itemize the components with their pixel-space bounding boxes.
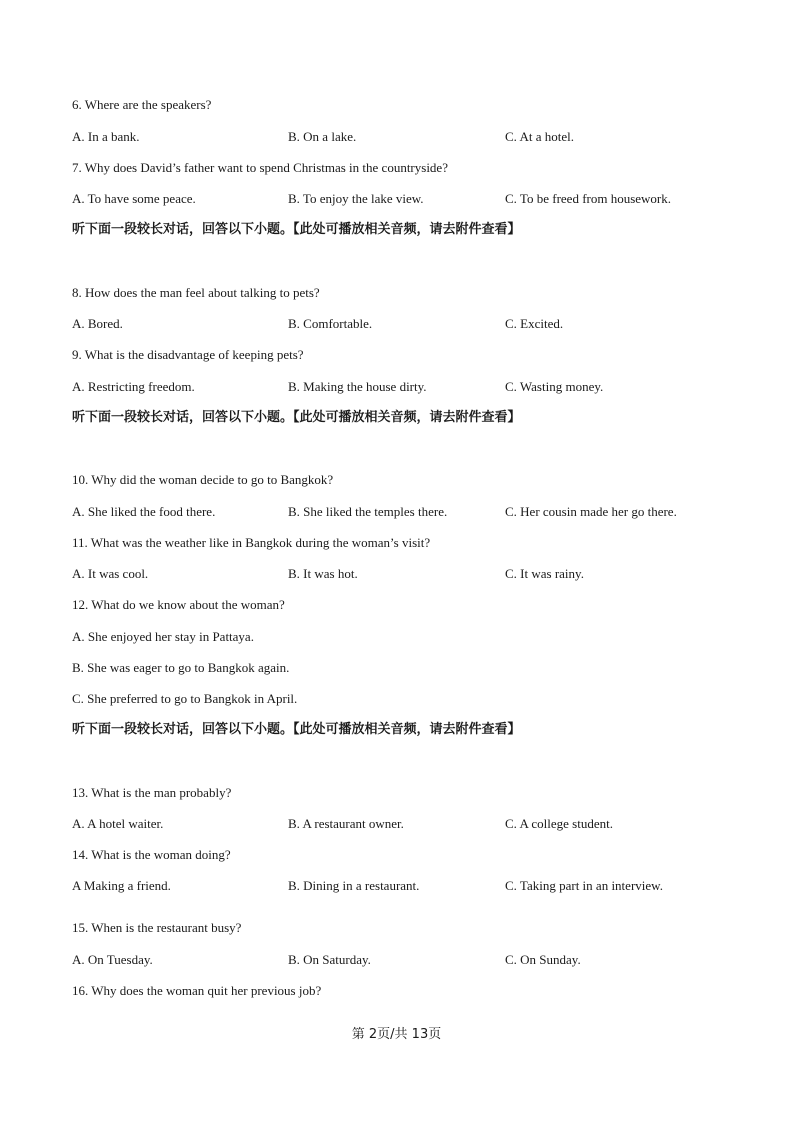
question-15-option-c: C. On Sunday. [505,952,581,967]
question-9-option-c: C. Wasting money. [505,379,604,394]
question-7-option-a: A. To have some peace. [72,191,196,206]
question-11-option-c: C. It was rainy. [505,566,584,581]
question-8-stem: 8. How does the man feel about talking to pets? [72,285,320,300]
question-13-option-b: B. A restaurant owner. [288,816,404,831]
listening-instruction-2: 听下面一段较长对话，回答以下小题。【此处可播放相关音频，请去附件查看】 [72,410,521,425]
question-16-stem: 16. Why does the woman quit her previous job? [72,983,322,998]
question-8-option-c: C. Excited. [505,316,564,331]
question-13-stem: 13. What is the man probably? [72,785,232,800]
listening-instruction-3: 听下面一段较长对话，回答以下小题。【此处可播放相关音频，请去附件查看】 [72,722,521,737]
question-8-option-b: B. Comfortable. [288,316,373,331]
question-6-stem: 6. Where are the speakers? [72,97,212,112]
question-10-option-b: B. She liked the temples there. [288,504,448,519]
question-15-option-a: A. On Tuesday. [72,952,153,967]
question-10-option-a: A. She liked the food there. [72,504,216,519]
question-7-option-b: B. To enjoy the lake view. [288,191,424,206]
question-9-option-a: A. Restricting freedom. [72,379,195,394]
question-7-option-c: C. To be freed from housework. [505,191,672,206]
question-14-option-b: B. Dining in a restaurant. [288,878,420,893]
question-12-option-b: B. She was eager to go to Bangkok again. [72,660,290,675]
question-10-stem: 10. Why did the woman decide to go to Bangkok? [72,472,334,487]
question-11-option-b: B. It was hot. [288,566,358,581]
question-10-option-c: C. Her cousin made her go there. [505,504,677,519]
question-14-option-a: A Making a friend. [72,878,171,893]
question-12-option-a: A. She enjoyed her stay in Pattaya. [72,629,254,644]
question-11-option-a: A. It was cool. [72,566,149,581]
question-15-option-b: B. On Saturday. [288,952,371,967]
question-13-option-a: A. A hotel waiter. [72,816,164,831]
question-15-stem: 15. When is the restaurant busy? [72,920,242,935]
listening-instruction-1: 听下面一段较长对话，回答以下小题。【此处可播放相关音频，请去附件查看】 [72,222,521,237]
question-13-option-c: C. A college student. [505,816,613,831]
question-9-option-b: B. Making the house dirty. [288,379,427,394]
question-6-option-a: A. In a bank. [72,129,140,144]
question-12-stem: 12. What do we know about the woman? [72,597,285,612]
question-6-option-c: C. At a hotel. [505,129,574,144]
question-9-stem: 9. What is the disadvantage of keeping pets? [72,347,304,362]
question-12-option-c: C. She preferred to go to Bangkok in April. [72,691,298,706]
question-6-option-b: B. On a lake. [288,129,357,144]
question-8-option-a: A. Bored. [72,316,123,331]
question-7-stem: 7. Why does David’s father want to spend Christmas in the countryside? [72,160,448,175]
question-14-option-c: C. Taking part in an interview. [505,878,663,893]
question-14-stem: 14. What is the woman doing? [72,847,231,862]
question-11-stem: 11. What was the weather like in Bangkok during the woman’s visit? [72,535,431,550]
page-number-footer: 第 2页/共 13页 [351,1027,442,1042]
